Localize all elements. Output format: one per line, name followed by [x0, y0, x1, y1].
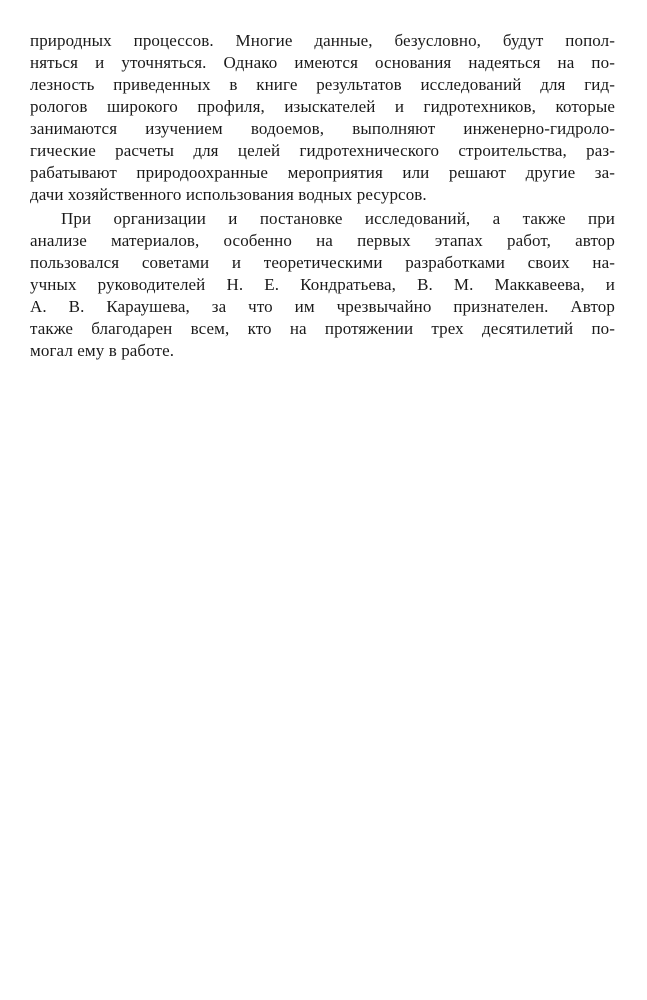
paragraph-2: [30, 208, 615, 362]
body-text: [30, 30, 615, 362]
text-line: могал ему в работе.: [30, 341, 175, 360]
text-line: пользовался советами и теоретическими разработками своих на-: [30, 253, 615, 272]
text-line: А. В. Караушева, за что им чрезвычайно признателен. Автор: [30, 297, 615, 316]
text-line: рологов широкого профиля, изыскателей и гидротехников, которые: [30, 97, 615, 116]
text-line: рабатывают природоохранные мероприятия или решают другие за-: [30, 163, 615, 182]
text-line: няться и уточняться. Однако имеются основания надеяться на по-: [30, 53, 615, 72]
text-line: гические расчеты для целей гидротехнического строительства, раз-: [30, 141, 615, 160]
text-line: учных руководителей Н. Е. Кондратьева, В. М. Маккавеева, и: [30, 275, 615, 294]
text-line: При организации и постановке исследований, а также при: [61, 209, 615, 228]
text-line: анализе материалов, особенно на первых этапах работ, автор: [30, 231, 615, 250]
text-line: природных процессов. Многие данные, безусловно, будут попол-: [30, 31, 615, 50]
text-line: лезность приведенных в книге результатов исследований для гид-: [30, 75, 615, 94]
text-line: дачи хозяйственного использования водных ресурсов.: [30, 185, 427, 204]
text-line: также благодарен всем, кто на протяжении трех десятилетий по-: [30, 319, 615, 338]
text-line: занимаются изучением водоемов, выполняют инженерно-гидроло-: [30, 119, 615, 138]
paragraph-1: [30, 30, 615, 206]
